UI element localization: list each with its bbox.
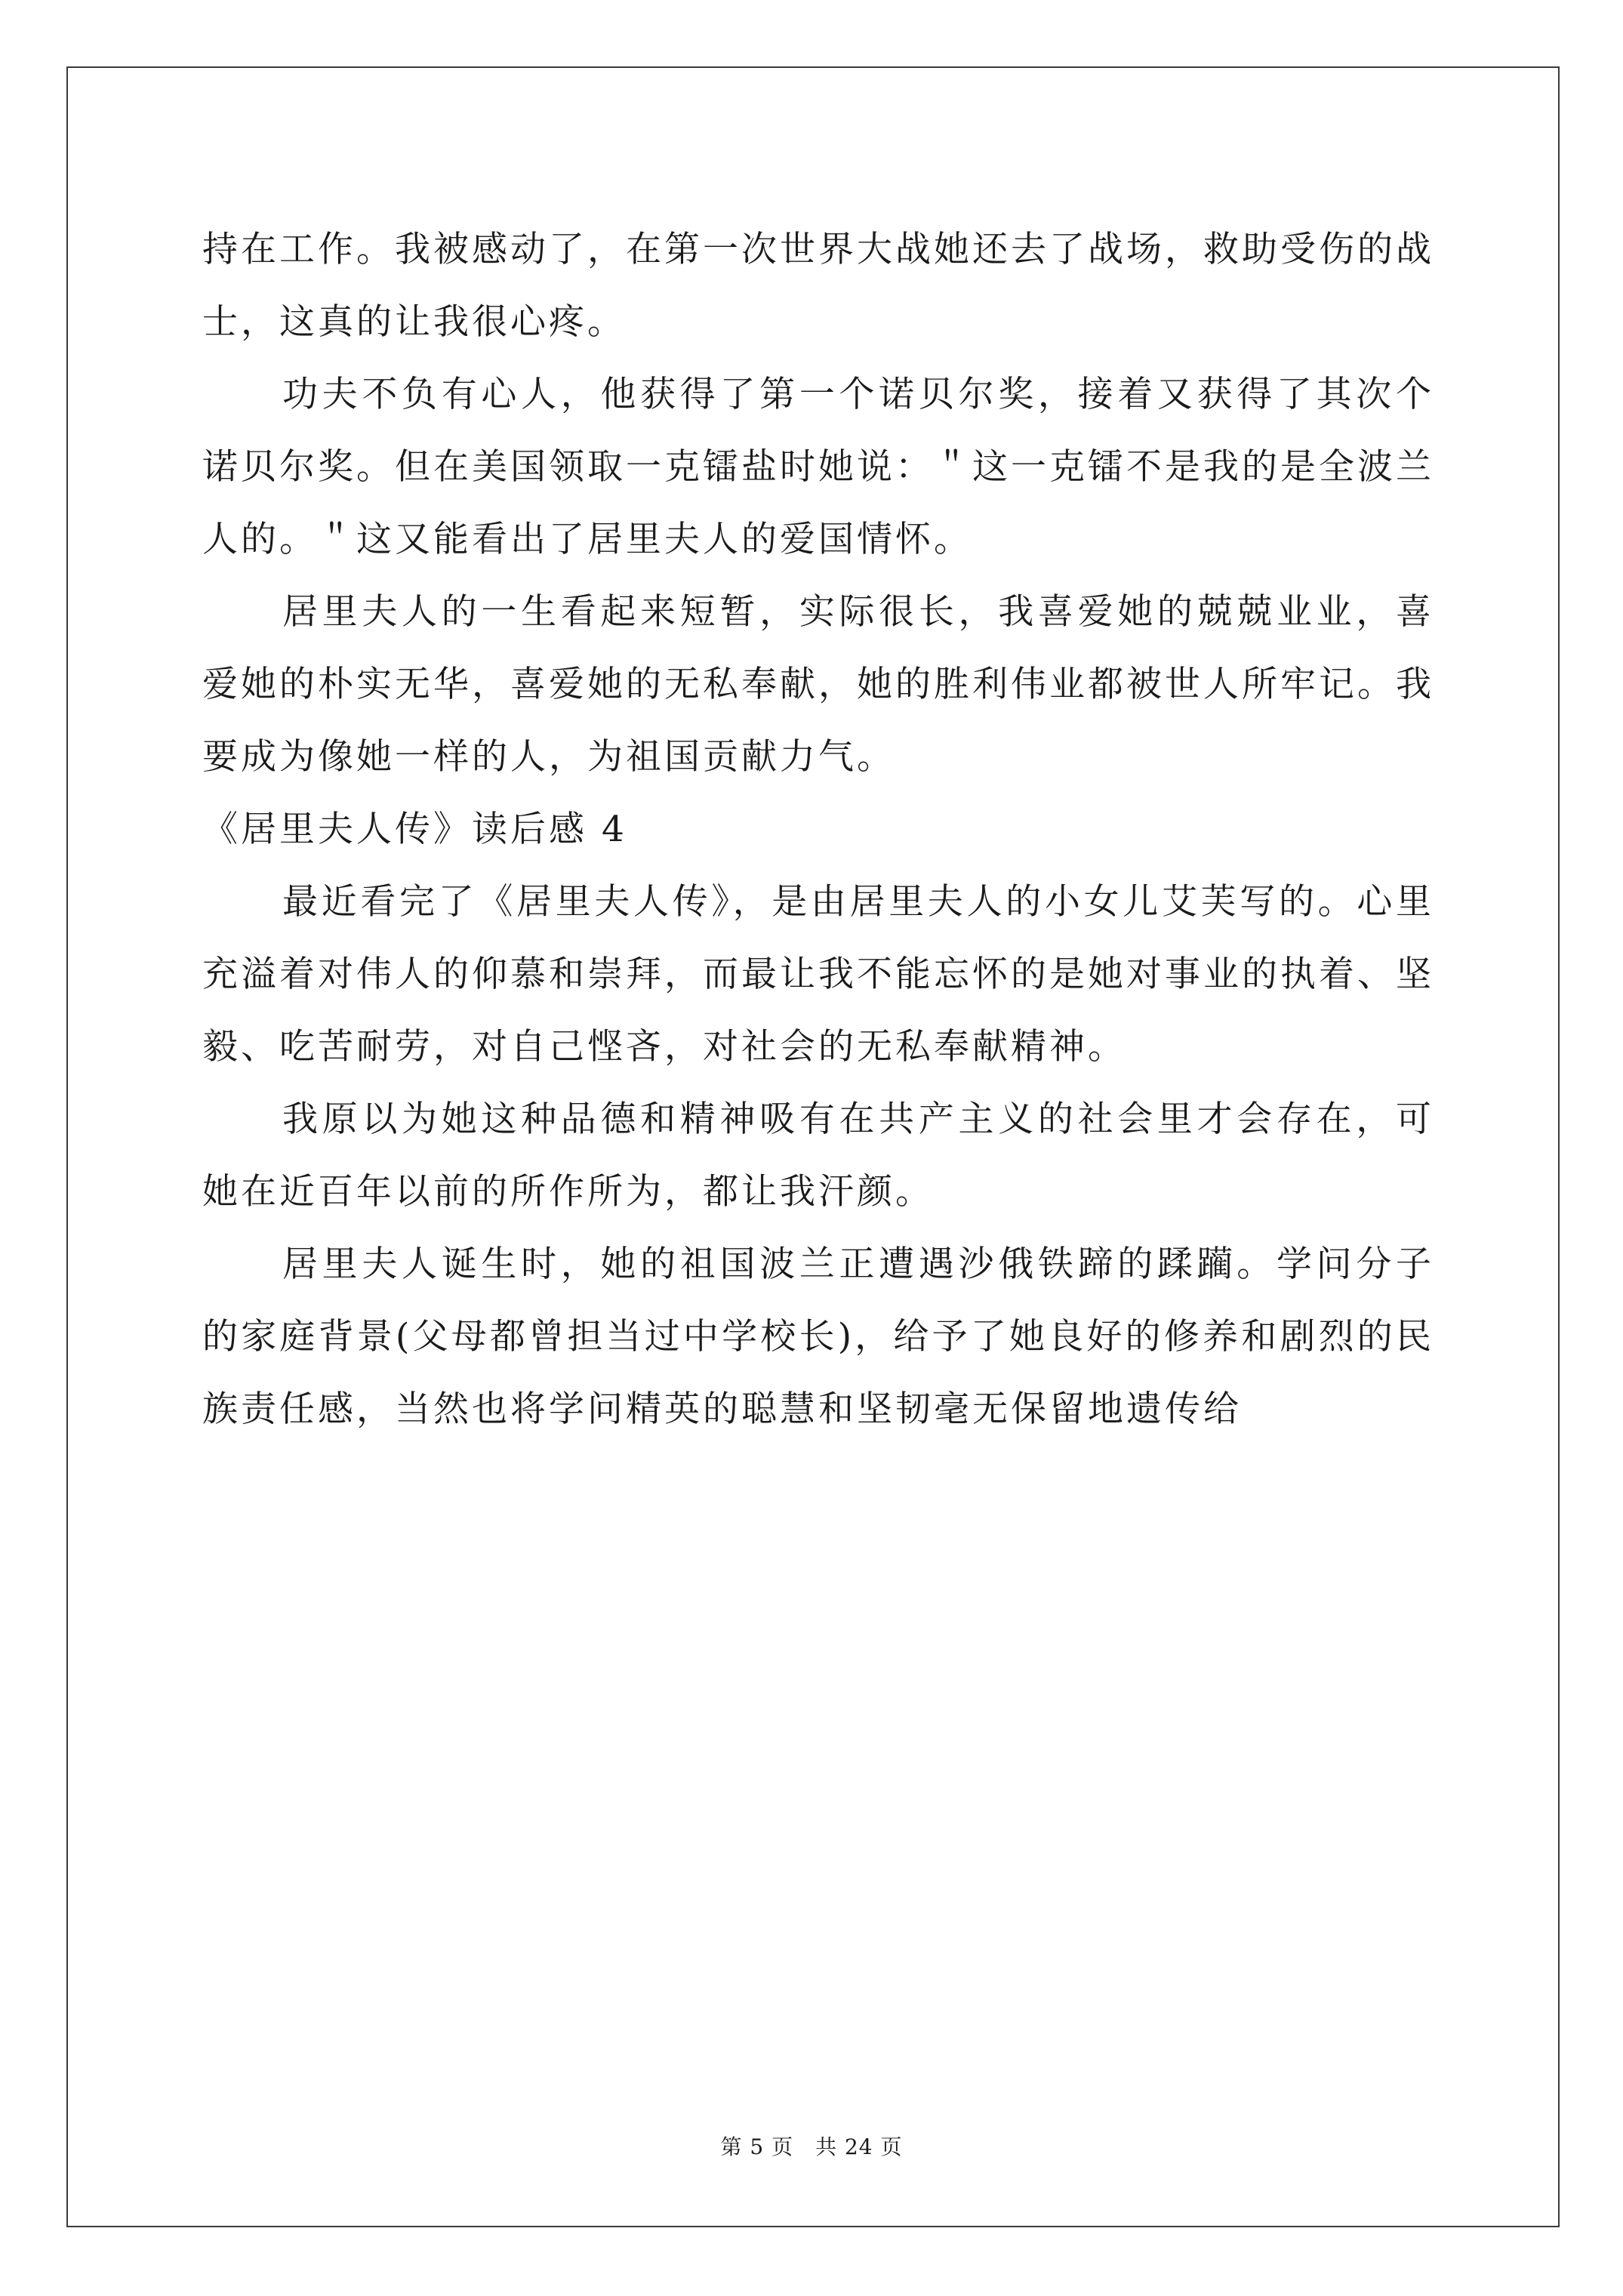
paragraph-life: 居里夫人的一生看起来短暂，实际很长，我喜爱她的兢兢业业，喜爱她的朴实无华，喜爱她的无私奉献，她的胜利伟业都被世人所牢记。我要成为像她一样的人，为祖国贡献力气。 bbox=[202, 591, 1434, 778]
paragraph-nobel: 功夫不负有心人，他获得了第一个诺贝尔奖，接着又获得了其次个诺贝尔奖。但在美国领取一克镭盐时她说：＂这一克镭不是我的是全波兰人的。＂这又能看出了居里夫人的爱国情怀。 bbox=[202, 374, 1434, 560]
paragraph-continuation: 持在工作。我被感动了，在第一次世界大战她还去了战场，救助受伤的战士，这真的让我很心疼。 bbox=[202, 229, 1434, 343]
paragraph-birth: 居里夫人诞生时，她的祖国波兰正遭遇沙俄铁蹄的蹂躏。学问分子的家庭背景(父母都曾担当过中学校长)，给予了她良好的修养和剧烈的民族责任感，当然也将学问精英的聪慧和坚韧毫无保留地遗传给 bbox=[202, 1244, 1434, 1430]
paragraph-morality: 我原以为她这种品德和精神吸有在共产主义的社会里才会存在，可她在近百年以前的所作所为，都让我汗颜。 bbox=[202, 1099, 1434, 1213]
document-body bbox=[202, 214, 1434, 1446]
page-number-footer: 第 5 页 共 24 页 bbox=[720, 2134, 903, 2159]
paragraph-book-intro: 最近看完了《居里夫人传》，是由居里夫人的小女儿艾芙写的。心里充溢着对伟人的仰慕和崇拜，而最让我不能忘怀的是她对事业的执着、坚毅、吃苦耐劳，对自己悭吝，对社会的无私奉献精神。 bbox=[202, 881, 1434, 1068]
section-heading: 《居里夫人传》读后感 4 bbox=[202, 809, 627, 850]
